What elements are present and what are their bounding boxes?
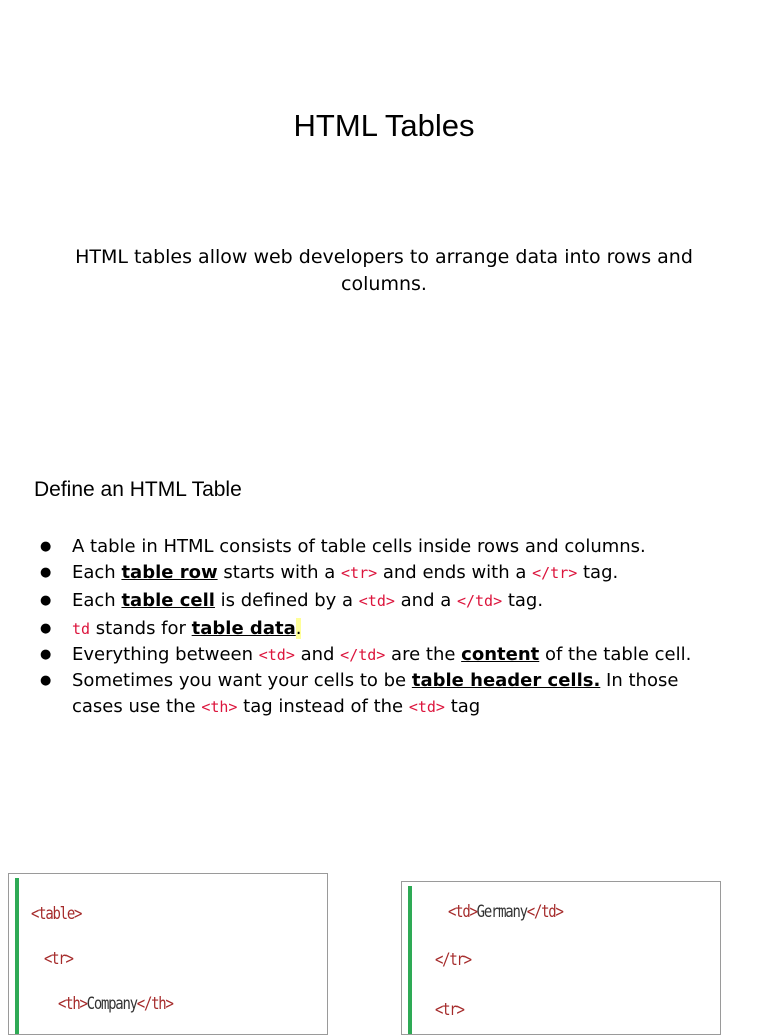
code-line: <td>Germany</td>	[448, 902, 563, 922]
list-item	[34, 536, 714, 558]
code-line: <table>	[31, 904, 82, 924]
section-heading: Define an HTML Table	[34, 478, 242, 501]
inline-code: <th>	[201, 698, 238, 716]
definition-list	[34, 536, 714, 720]
inline-code: </td>	[340, 646, 386, 664]
keyword-table-row: table row	[121, 562, 218, 583]
code-line: </tr>	[435, 950, 471, 970]
code-example-right	[401, 881, 721, 1035]
highlighted-period: .	[295, 618, 302, 639]
list-item: ● Sometimes you want your cells to be table header cells. In those cases use the <th> tag instead of the <td> tag	[34, 668, 714, 720]
code-line: <tr>	[435, 1000, 464, 1020]
list-item: ● Each table row starts with a <tr> and ends with a </tr> tag.	[34, 560, 714, 586]
code-accent-bar	[15, 878, 19, 1034]
inline-code: <td>	[408, 698, 445, 716]
inline-code: <tr>	[341, 564, 378, 582]
keyword-table-cell: table cell	[121, 590, 215, 611]
page-title: HTML Tables	[293, 108, 475, 143]
list-item: ● Each table cell is defined by a <td> and a </td> tag.	[34, 588, 714, 614]
bullet-text: A table in HTML consists of table cells inside rows and columns.	[72, 536, 646, 557]
keyword-table-data: table data	[191, 618, 296, 639]
list-item: ● Everything between <td> and </td> are the content of the table cell.	[34, 642, 714, 668]
inline-code: <td>	[358, 592, 395, 610]
inline-code: td	[72, 620, 91, 638]
keyword-content: content	[461, 644, 540, 665]
keyword-table-header-cells: table header cells.	[411, 670, 601, 691]
list-item: ● td stands for table data.	[34, 616, 714, 642]
inline-code: </td>	[456, 592, 503, 610]
code-accent-bar	[408, 886, 412, 1034]
code-line: <tr>	[44, 949, 73, 969]
code-line: <th>Company</th>	[58, 994, 173, 1014]
code-example-left	[8, 873, 328, 1035]
inline-code: </tr>	[532, 564, 578, 582]
intro-paragraph: HTML tables allow web developers to arrange data into rows and columns.	[75, 246, 693, 295]
inline-code: <td>	[258, 646, 295, 664]
